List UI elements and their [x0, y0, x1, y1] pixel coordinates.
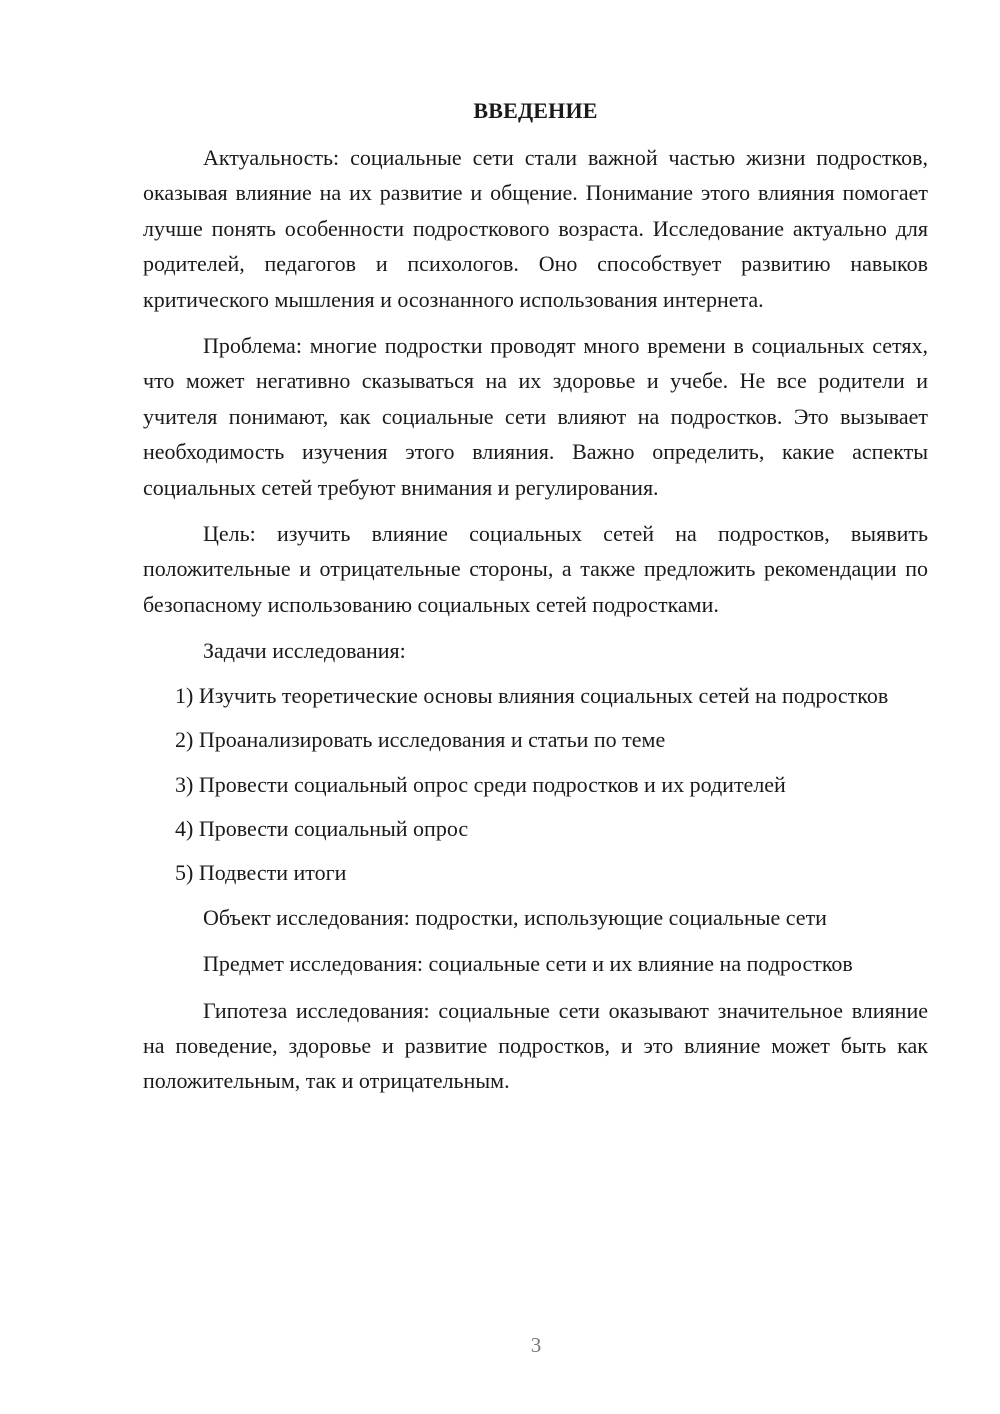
task-item: 3) Провести социальный опрос среди подростков и их родителей	[175, 771, 786, 797]
tasks-list	[143, 678, 928, 891]
task-item: 4) Провести социальный опрос	[175, 815, 469, 841]
relevance-paragraph: Актуальность: социальные сети стали важной частью жизни подростков, оказывая влияние на их развитие и общение. Понимание этого влияния помогает лучше понять особенности подросткового возраста. Исследование актуально для родителей, педагогов и психологов. Оно способствует развитию навыков критического мышления и осознанного использования интернета.	[143, 145, 928, 312]
task-item: 5) Подвести итоги	[175, 860, 347, 886]
section-title: ВВЕДЕНИЕ	[473, 98, 598, 123]
object-paragraph: Объект исследования: подростки, использующие социальные сети	[203, 904, 827, 930]
task-item: 1) Изучить теоретические основы влияния социальных сетей на подростков	[175, 682, 889, 708]
hypothesis-paragraph: Гипотеза исследования: социальные сети оказывают значительное влияние на поведение, здоровье и развитие подростков, и это влияние может быть как положительным, так и отрицательным.	[143, 997, 928, 1094]
page-content	[143, 96, 928, 1110]
subject-paragraph: Предмет исследования: социальные сети и их влияние на подростков	[203, 951, 853, 977]
problem-paragraph: Проблема: многие подростки проводят много времени в социальных сетях, что может негативно сказываться на их здоровье и учебе. Не все родители и учителя понимают, как социальные сети влияют на подростков. Это вызывает необходимость изучения этого влияния. Важно определить, какие аспекты социальных сетей требуют внимания и регулирования.	[143, 333, 928, 500]
goal-paragraph: Цель: изучить влияние социальных сетей на подростков, выявить положительные и отрицательные стороны, а также предложить рекомендации по безопасному использованию социальных сетей подростками.	[143, 521, 928, 617]
page-number: 3	[530, 1333, 542, 1357]
task-item: 2) Проанализировать исследования и статьи по теме	[175, 727, 666, 753]
tasks-heading: Задачи исследования:	[203, 638, 406, 664]
